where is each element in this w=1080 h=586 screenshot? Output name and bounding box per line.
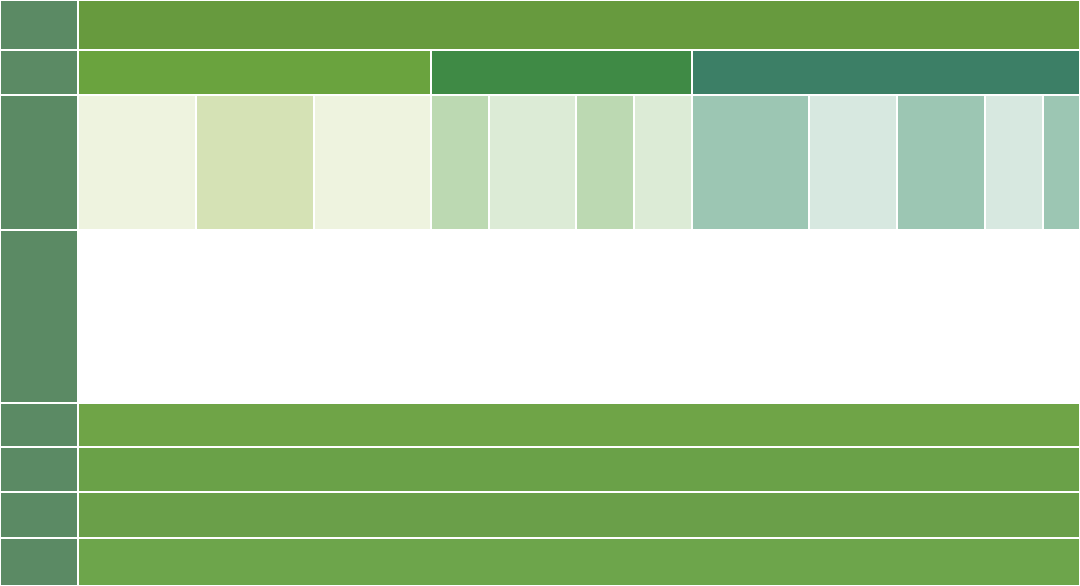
row-label-item (0, 230, 78, 403)
subdomain-model-maintenance (809, 95, 897, 230)
domain-delivery (431, 50, 692, 95)
domain-development (78, 50, 431, 95)
header-corner (0, 0, 78, 50)
row-label-class-4 (0, 538, 78, 586)
subdomain-measure-improve (897, 95, 985, 230)
domain-operations (692, 50, 1080, 95)
diagram-title (78, 0, 1080, 50)
subdomain-deploy-release (489, 95, 576, 230)
band-model-management (78, 403, 1080, 447)
subdomain-requirement-analysis (78, 95, 196, 230)
band-organization (78, 492, 1080, 538)
subdomain-data-engineering (196, 95, 314, 230)
band-security-risk (78, 447, 1080, 492)
row-label-subdomain (0, 95, 78, 230)
subdomain-build-integration (431, 95, 489, 230)
row-label-domain (0, 50, 78, 95)
subdomain-cost-management (1043, 95, 1080, 230)
subdomain-config-management (576, 95, 634, 230)
subdomain-model-development (314, 95, 431, 230)
subdomain-resource-management (985, 95, 1043, 230)
band-systems-tools (78, 538, 1080, 586)
row-label-class-3 (0, 492, 78, 538)
subdomain-continuous-monitoring (692, 95, 809, 230)
subdomain-test-management (634, 95, 692, 230)
row-label-class-2 (0, 447, 78, 492)
row-label-class-1 (0, 403, 78, 447)
